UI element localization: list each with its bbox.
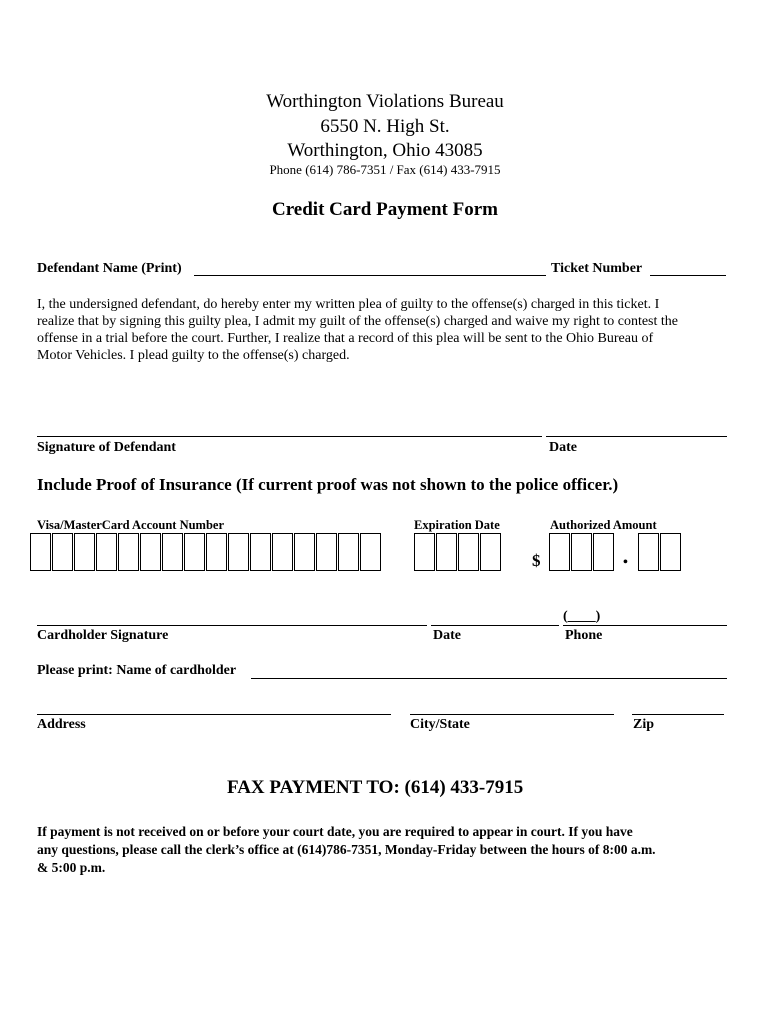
expiration-date-boxes[interactable] [414, 533, 502, 571]
digit-box[interactable] [250, 533, 271, 571]
footer-notice [37, 823, 656, 877]
plea-line: realize that by signing this guilty plea, I admit my guilt of the offense(s) charged and waive my right to contest the [37, 314, 678, 329]
city-state-field[interactable] [410, 714, 614, 715]
form-title: Credit Card Payment Form [271, 199, 498, 220]
print-name-label: Please print: Name of cardholder [37, 663, 237, 678]
phone-area-code: (____) [563, 609, 601, 624]
ticket-number-label: Ticket Number [551, 261, 643, 276]
digit-box[interactable] [480, 533, 501, 571]
defendant-date-field[interactable] [546, 436, 727, 437]
fax-payment-heading: FAX PAYMENT TO: (614) 433-7915 [227, 777, 524, 798]
digit-box[interactable] [360, 533, 381, 571]
digit-box[interactable] [571, 533, 592, 571]
cardholder-phone-label: Phone [565, 628, 603, 643]
cardholder-signature-label: Cardholder Signature [37, 628, 169, 643]
digit-box[interactable] [338, 533, 359, 571]
digit-box[interactable] [74, 533, 95, 571]
digit-box[interactable] [52, 533, 73, 571]
bureau-contact: Phone (614) 786-7351 / Fax (614) 433-7915 [269, 162, 501, 177]
defendant-date-label: Date [549, 440, 577, 455]
digit-box[interactable] [228, 533, 249, 571]
digit-box[interactable] [118, 533, 139, 571]
zip-label: Zip [633, 717, 655, 732]
address-label: Address [37, 717, 86, 732]
digit-box[interactable] [206, 533, 227, 571]
cardholder-date-label: Date [433, 628, 461, 643]
amount-dollar-boxes[interactable] [549, 533, 615, 571]
digit-box[interactable] [140, 533, 161, 571]
footer-line: any questions, please call the clerk’s office at (614)786-7351, Monday-Friday between the hours of 8:00 a.m. [37, 842, 656, 857]
cardholder-phone-field[interactable] [563, 625, 727, 626]
digit-box[interactable] [436, 533, 457, 571]
insurance-heading: Include Proof of Insurance (If current proof was not shown to the police officer.) [37, 475, 619, 494]
digit-box[interactable] [30, 533, 51, 571]
cardholder-signature-field[interactable] [37, 625, 427, 626]
bureau-city: Worthington, Ohio 43085 [287, 140, 483, 161]
plea-paragraph [37, 296, 678, 364]
authorized-amount-label: Authorized Amount [550, 518, 657, 532]
digit-box[interactable] [184, 533, 205, 571]
cardholder-date-field[interactable] [431, 625, 559, 626]
ticket-number-field[interactable] [650, 275, 726, 276]
digit-box[interactable] [162, 533, 183, 571]
decimal-point: • [623, 555, 628, 570]
account-number-label: Visa/MasterCard Account Number [37, 518, 225, 532]
digit-box[interactable] [549, 533, 570, 571]
plea-line: Motor Vehicles. I plead guilty to the offense(s) charged. [37, 348, 350, 363]
city-state-label: City/State [410, 717, 470, 732]
defendant-name-label: Defendant Name (Print) [37, 261, 182, 276]
digit-box[interactable] [660, 533, 681, 571]
zip-field[interactable] [632, 714, 724, 715]
plea-line: I, the undersigned defendant, do hereby enter my written plea of guilty to the offense(s) charged in this ticket. I [37, 297, 660, 312]
expiration-date-label: Expiration Date [414, 518, 500, 532]
digit-box[interactable] [458, 533, 479, 571]
account-number-boxes[interactable] [30, 533, 382, 571]
bureau-name: Worthington Violations Bureau [266, 91, 504, 112]
address-field[interactable] [37, 714, 391, 715]
dollar-sign: $ [532, 551, 541, 570]
footer-line: If payment is not received on or before your court date, you are required to appear in court. If you have [37, 824, 633, 839]
digit-box[interactable] [272, 533, 293, 571]
digit-box[interactable] [96, 533, 117, 571]
plea-line: offense in a trial before the court. Further, I realize that a record of this plea will be sent to the Ohio Bureau of [37, 331, 654, 346]
digit-box[interactable] [638, 533, 659, 571]
footer-line: & 5:00 p.m. [37, 860, 106, 875]
amount-cents-boxes[interactable] [638, 533, 682, 571]
digit-box[interactable] [316, 533, 337, 571]
bureau-street: 6550 N. High St. [320, 116, 450, 137]
digit-box[interactable] [593, 533, 614, 571]
digit-box[interactable] [294, 533, 315, 571]
signature-of-defendant-label: Signature of Defendant [37, 440, 176, 455]
defendant-signature-field[interactable] [37, 436, 542, 437]
defendant-name-field[interactable] [194, 275, 546, 276]
digit-box[interactable] [414, 533, 435, 571]
cardholder-name-field[interactable] [251, 678, 727, 679]
